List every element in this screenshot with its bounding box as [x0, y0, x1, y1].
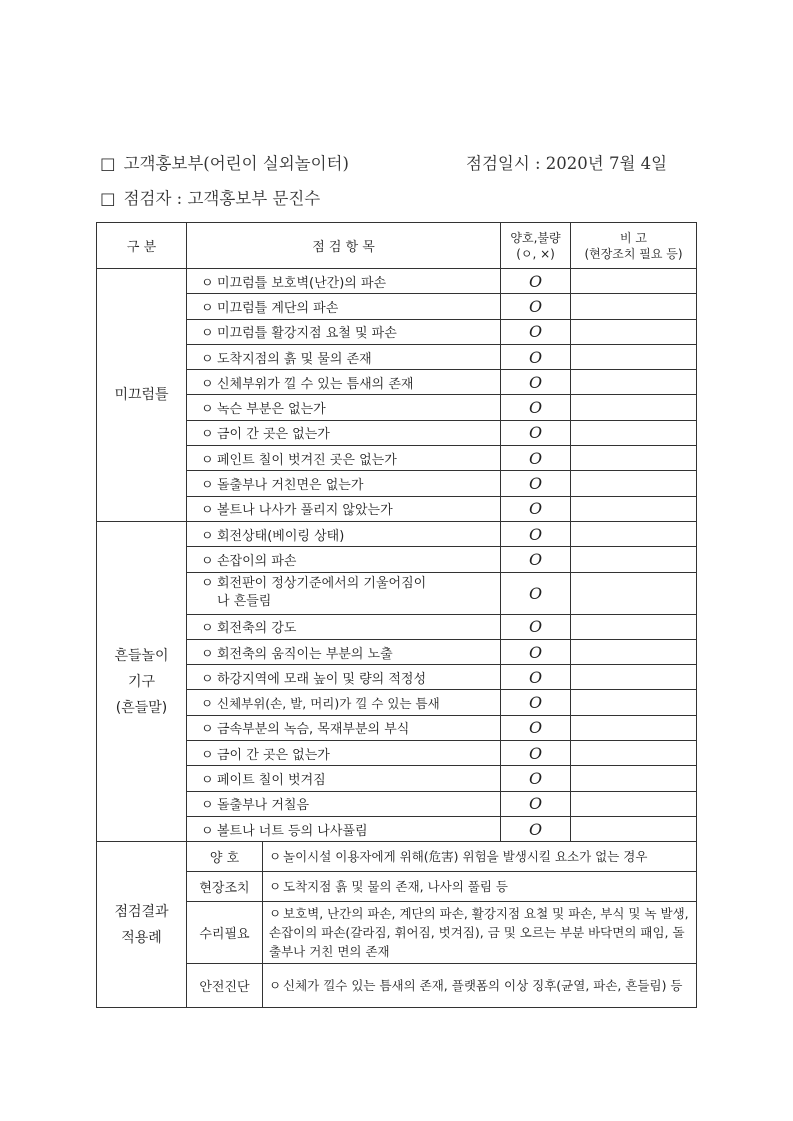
remark-cell — [571, 741, 697, 766]
header-result — [501, 223, 571, 269]
table-row — [97, 521, 697, 546]
bullet-icon: ㅇ — [201, 747, 214, 763]
description-text: 신체가 낄수 있는 틈새의 존재, 플랫폼의 이상 징후(균열, 파손, 흔들림) 등 — [283, 978, 683, 994]
item-text: 회전상태(베이링 상태) — [217, 528, 345, 544]
item-text: 볼트나 나사가 풀리지 않았는가 — [217, 503, 393, 519]
remark-cell — [571, 547, 697, 572]
inspector-line — [100, 185, 320, 209]
result-description — [263, 872, 697, 902]
header-remark-line1: 비 고 — [620, 230, 648, 245]
item-text: 미끄럼틀 보호벽(난간)의 파손 — [217, 275, 387, 291]
category-line: (흔들말) — [115, 699, 168, 716]
bullet-icon: ㅇ — [201, 503, 214, 519]
item-text: 손잡이의 파손 — [217, 553, 297, 569]
checklist-item — [187, 816, 501, 841]
checkbox-icon: □ — [100, 189, 116, 208]
header-category: 구 분 — [97, 223, 187, 269]
item-text: 돌출부나 거친면은 없는가 — [217, 478, 364, 494]
item-text: 하강지역에 모래 높이 및 량의 적정성 — [217, 671, 427, 687]
bullet-icon: ㅇ — [269, 978, 282, 994]
checklist-item — [187, 791, 501, 816]
result-mark: O — [501, 791, 571, 816]
item-text: 신체부위(손, 발, 머리)가 낄 수 있는 틈새 — [217, 695, 440, 711]
table-row — [97, 471, 697, 496]
result-mark: O — [501, 521, 571, 546]
result-description — [263, 842, 697, 872]
result-description — [263, 964, 697, 1008]
category-slide: 미끄럼틀 — [97, 269, 187, 522]
result-label: 현장조치 — [187, 872, 263, 902]
category-rocking-ride — [97, 521, 187, 841]
bullet-icon: ㅇ — [201, 478, 214, 494]
checklist-item — [187, 420, 501, 445]
table-row — [97, 420, 697, 445]
bullet-icon: ㅇ — [201, 402, 214, 418]
checklist-item — [187, 690, 501, 715]
result-mark: O — [501, 370, 571, 395]
checklist-item — [187, 665, 501, 690]
checklist-item — [187, 572, 501, 614]
result-mark: O — [501, 547, 571, 572]
bullet-icon: ㅇ — [201, 772, 214, 788]
item-text: 페인트 칠이 벗겨진 곳은 없는가 — [217, 452, 397, 468]
table-row — [97, 294, 697, 319]
item-text: 금이 간 곳은 없는가 — [217, 747, 330, 763]
header-result-line1: 양호,불량 — [510, 230, 561, 245]
result-mark: O — [501, 471, 571, 496]
bullet-icon: ㅇ — [269, 849, 282, 865]
category-line: 적용례 — [121, 929, 162, 946]
remark-cell — [571, 690, 697, 715]
remark-cell — [571, 791, 697, 816]
item-text: 회전판이 정상기준에서의 기울어짐이나 흔들림 — [217, 576, 427, 610]
remark-cell — [571, 471, 697, 496]
bullet-icon: ㅇ — [201, 351, 214, 367]
result-mark: O — [501, 572, 571, 614]
remark-cell — [571, 294, 697, 319]
item-text: 돌출부나 거칠음 — [217, 798, 310, 814]
table-row — [97, 269, 697, 294]
result-label: 안전진단 — [187, 964, 263, 1008]
result-mark: O — [501, 816, 571, 841]
item-text: 볼트나 너트 등의 나사풀림 — [217, 823, 368, 839]
table-row — [97, 791, 697, 816]
table-row — [97, 690, 697, 715]
checklist-item — [187, 344, 501, 369]
result-mark: O — [501, 446, 571, 471]
result-row — [97, 842, 697, 872]
category-line: 점검결과 — [114, 903, 169, 920]
result-mark: O — [501, 665, 571, 690]
checklist-item — [187, 741, 501, 766]
checklist-item — [187, 319, 501, 344]
result-label: 양 호 — [187, 842, 263, 872]
result-row — [97, 902, 697, 964]
bullet-icon: ㅇ — [201, 671, 214, 687]
result-mark: O — [501, 420, 571, 445]
table-row — [97, 665, 697, 690]
checklist-item — [187, 471, 501, 496]
result-row — [97, 964, 697, 1008]
header-result-line2: (ㅇ, ×) — [516, 246, 555, 261]
table-row — [97, 816, 697, 841]
checklist-item — [187, 715, 501, 740]
remark-cell — [571, 446, 697, 471]
category-line: 흔들놀이 — [114, 647, 169, 664]
checklist-item — [187, 446, 501, 471]
bullet-icon: ㅇ — [201, 798, 214, 814]
result-mark: O — [501, 741, 571, 766]
table-row — [97, 370, 697, 395]
result-mark: O — [501, 690, 571, 715]
checklist-item — [187, 370, 501, 395]
bullet-icon: ㅇ — [201, 695, 214, 711]
remark-cell — [571, 766, 697, 791]
description-text: 놀이시설 이용자에게 위해(危害) 위험을 발생시킬 요소가 없는 경우 — [283, 849, 648, 865]
item-text: 회전축의 강도 — [217, 621, 297, 637]
table-row — [97, 319, 697, 344]
bullet-icon: ㅇ — [201, 452, 214, 468]
inspector: 점검자 : 고객홍보부 문진수 — [123, 189, 321, 208]
checkbox-icon: □ — [100, 154, 116, 173]
remark-cell — [571, 420, 697, 445]
bullet-icon: ㅇ — [201, 300, 214, 316]
inspection-date: 점검일시 : 2020년 7월 4일 — [466, 154, 668, 173]
bullet-icon: ㅇ — [201, 427, 214, 443]
table-row — [97, 572, 697, 614]
remark-cell — [571, 496, 697, 521]
result-label: 수리필요 — [187, 902, 263, 964]
table-row — [97, 344, 697, 369]
result-mark: O — [501, 496, 571, 521]
table-row — [97, 547, 697, 572]
table-row — [97, 766, 697, 791]
checklist-item — [187, 547, 501, 572]
item-text: 금이 간 곳은 없는가 — [217, 427, 330, 443]
table-row — [97, 395, 697, 420]
result-mark: O — [501, 294, 571, 319]
bullet-icon: ㅇ — [269, 879, 282, 895]
item-text: 페이트 칠이 벗겨짐 — [217, 772, 326, 788]
checklist-item — [187, 395, 501, 420]
facility-line — [100, 150, 349, 174]
remark-cell — [571, 269, 697, 294]
inspection-checklist-table — [96, 222, 697, 1008]
bullet-icon: ㅇ — [201, 646, 214, 662]
result-mark: O — [501, 639, 571, 664]
bullet-icon: ㅇ — [201, 275, 214, 291]
bullet-icon: ㅇ — [201, 621, 214, 637]
result-mark: O — [501, 344, 571, 369]
bullet-icon: ㅇ — [269, 906, 282, 922]
table-header-row — [97, 223, 697, 269]
bullet-icon: ㅇ — [201, 326, 214, 342]
category-line: 기구 — [127, 673, 156, 690]
bullet-icon: ㅇ — [201, 528, 214, 544]
bullet-icon: ㅇ — [201, 576, 214, 592]
item-text: 회전축의 움직이는 부분의 노출 — [217, 646, 393, 662]
remark-cell — [571, 816, 697, 841]
header-item: 점 검 항 목 — [187, 223, 501, 269]
checklist-item — [187, 639, 501, 664]
bullet-icon: ㅇ — [201, 722, 214, 738]
bullet-icon: ㅇ — [201, 823, 214, 839]
bullet-icon: ㅇ — [201, 553, 214, 569]
facility-name: 고객홍보부(어린이 실외놀이터) — [123, 154, 349, 173]
table-row — [97, 715, 697, 740]
item-text: 미끄럼틀 계단의 파손 — [217, 300, 339, 316]
item-text: 도착지점의 흙 및 물의 존재 — [217, 351, 372, 367]
remark-cell — [571, 370, 697, 395]
item-text: 미끄럼틀 활강지점 요철 및 파손 — [217, 326, 397, 342]
description-text: 보호벽, 난간의 파손, 계단의 파손, 활강지점 요철 및 파손, 부식 및 녹 발생, 손잡이의 파손(갈라짐, 휘어짐, 벗겨짐), 금 및 오르는 부분 바닥면의 패임, 돌출부나 거친 면의 존재 — [269, 906, 689, 960]
table-row — [97, 741, 697, 766]
checklist-item — [187, 294, 501, 319]
header-remark — [571, 223, 697, 269]
remark-cell — [571, 639, 697, 664]
result-description — [263, 902, 697, 964]
checklist-item — [187, 766, 501, 791]
remark-cell — [571, 344, 697, 369]
description-text: 도착지점 흙 및 물의 존재, 나사의 풀림 등 — [283, 879, 508, 895]
result-mark: O — [501, 395, 571, 420]
category-results — [97, 842, 187, 1008]
bullet-icon: ㅇ — [201, 376, 214, 392]
checklist-item — [187, 614, 501, 639]
result-row — [97, 872, 697, 902]
checklist-item — [187, 521, 501, 546]
item-text: 신체부위가 낄 수 있는 틈새의 존재 — [217, 376, 414, 392]
result-mark: O — [501, 319, 571, 344]
remark-cell — [571, 319, 697, 344]
remark-cell — [571, 665, 697, 690]
table-row — [97, 614, 697, 639]
result-mark: O — [501, 766, 571, 791]
remark-cell — [571, 395, 697, 420]
item-text: 금속부분의 녹슴, 목재부분의 부식 — [217, 722, 410, 738]
table-row — [97, 496, 697, 521]
result-mark: O — [501, 614, 571, 639]
result-mark: O — [501, 715, 571, 740]
table-row — [97, 446, 697, 471]
remark-cell — [571, 521, 697, 546]
remark-cell — [571, 715, 697, 740]
item-text: 녹슨 부분은 없는가 — [217, 402, 326, 418]
remark-cell — [571, 572, 697, 614]
remark-cell — [571, 614, 697, 639]
table-row — [97, 639, 697, 664]
header-remark-line2: (현장조치 필요 등) — [584, 246, 683, 261]
result-mark: O — [501, 269, 571, 294]
checklist-item — [187, 269, 501, 294]
checklist-item — [187, 496, 501, 521]
